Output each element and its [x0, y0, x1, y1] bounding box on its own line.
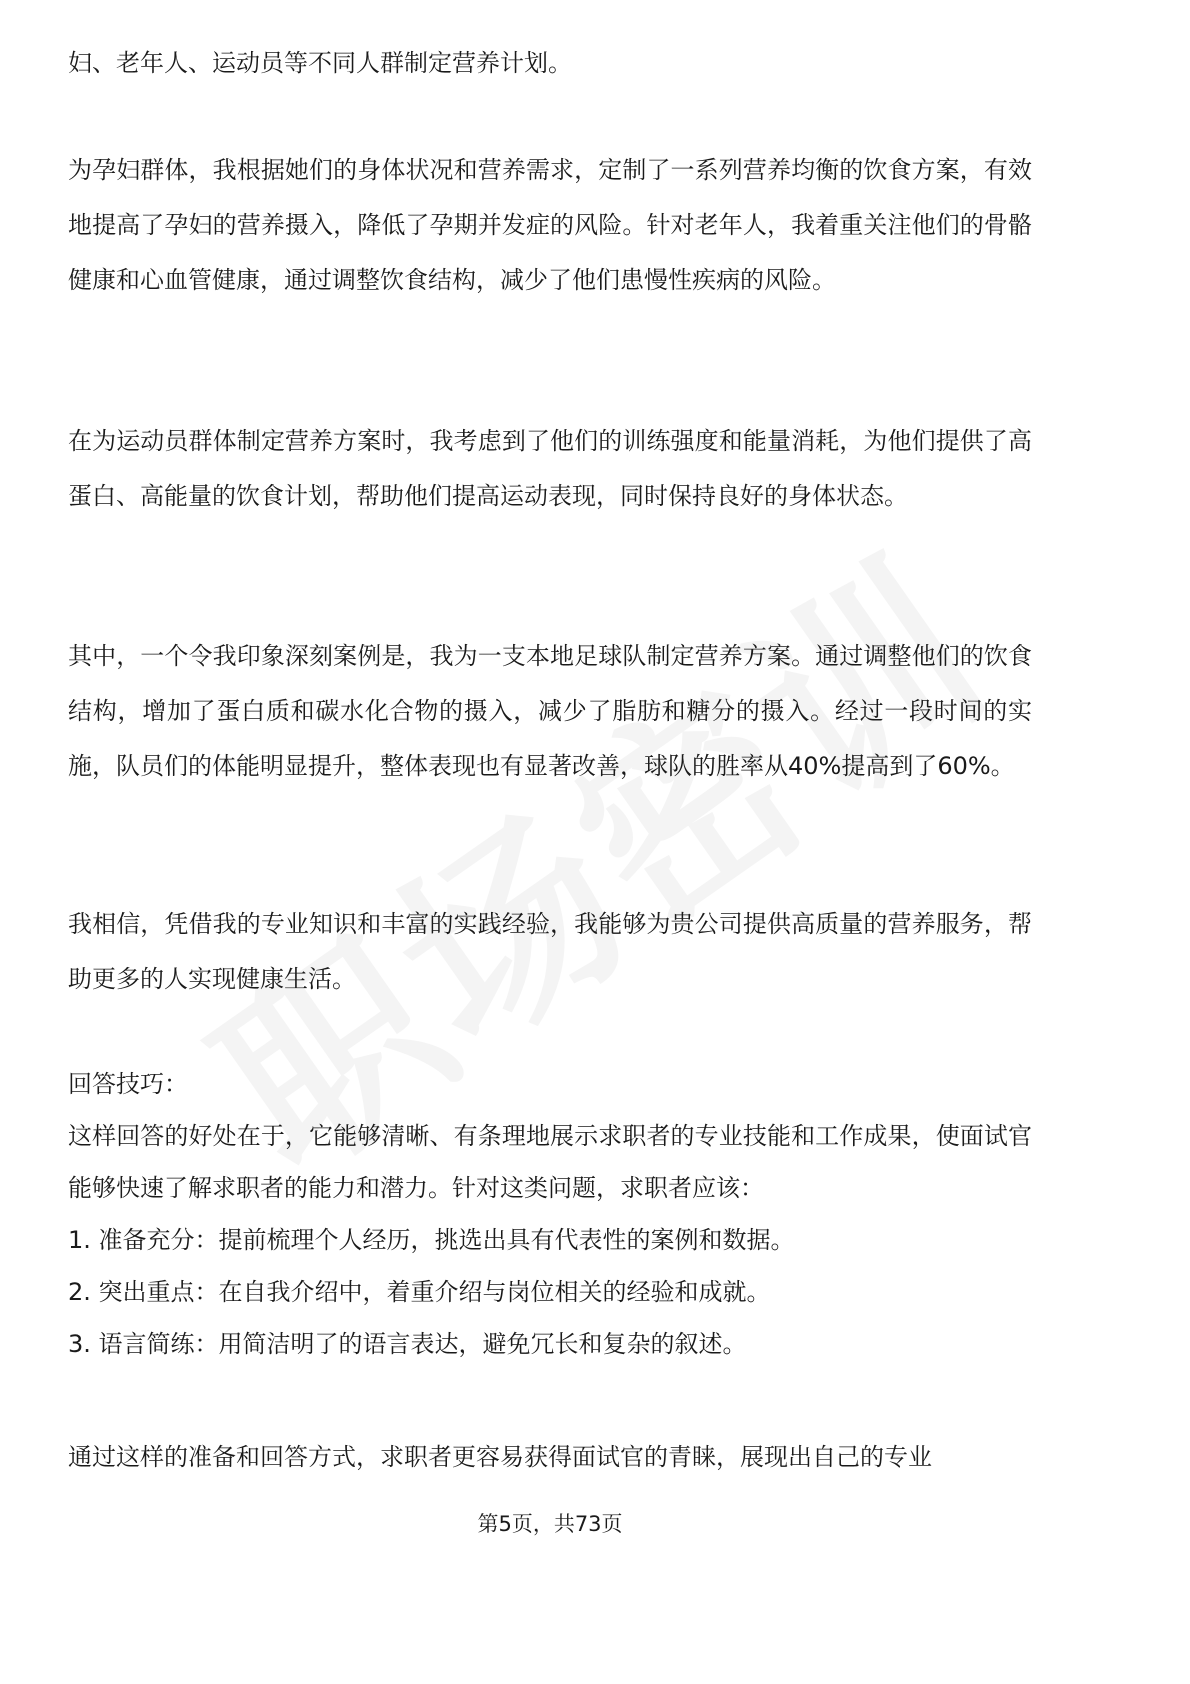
tips-heading: 回答技巧： [68, 1070, 188, 1098]
tips-item: 3. 语言简练：用简洁明了的语言表达，避免冗长和复杂的叙述。 [68, 1330, 747, 1358]
tips-intro: 这样回答的好处在于，它能够清晰、有条理地展示求职者的专业技能和工作成果，使面试官能够快速了解求职者的能力和潜力。针对这类问题，求职者应该： [68, 1122, 1032, 1202]
page-number-footer: 第5页，共73页 [477, 1512, 623, 1536]
paragraph: 为孕妇群体，我根据她们的身体状况和营养需求，定制了一系列营养均衡的饮食方案，有效地提高了孕妇的营养摄入，降低了孕期并发症的风险。针对老年人，我着重关注他们的骨骼健康和心血管健康，通过调整饮食结构，减少了他们患慢性疾病的风险。 [68, 156, 1032, 294]
paragraph: 在为运动员群体制定营养方案时，我考虑到了他们的训练强度和能量消耗，为他们提供了高蛋白、高能量的饮食计划，帮助他们提高运动表现，同时保持良好的身体状态。 [68, 427, 1032, 510]
tips-item: 2. 突出重点：在自我介绍中，着重介绍与岗位相关的经验和成就。 [68, 1278, 771, 1306]
paragraph: 其中，一个令我印象深刻案例是，我为一支本地足球队制定营养方案。通过调整他们的饮食结构，增加了蛋白质和碳水化合物的摄入，减少了脂肪和糖分的摄入。经过一段时间的实施，队员们的体能明显提升，整体表现也有显著改善，球队的胜率从40%提高到了60%。 [68, 642, 1032, 780]
paragraph: 我相信，凭借我的专业知识和丰富的实践经验，我能够为贵公司提供高质量的营养服务，帮助更多的人实现健康生活。 [68, 910, 1032, 993]
tips-item: 1. 准备充分：提前梳理个人经历，挑选出具有代表性的案例和数据。 [68, 1226, 795, 1254]
paragraph: 通过这样的准备和回答方式，求职者更容易获得面试官的青睐，展现出自己的专业 [68, 1443, 932, 1471]
paragraph: 妇、老年人、运动员等不同人群制定营养计划。 [68, 49, 572, 77]
answer-tips-section [68, 1058, 1032, 1370]
